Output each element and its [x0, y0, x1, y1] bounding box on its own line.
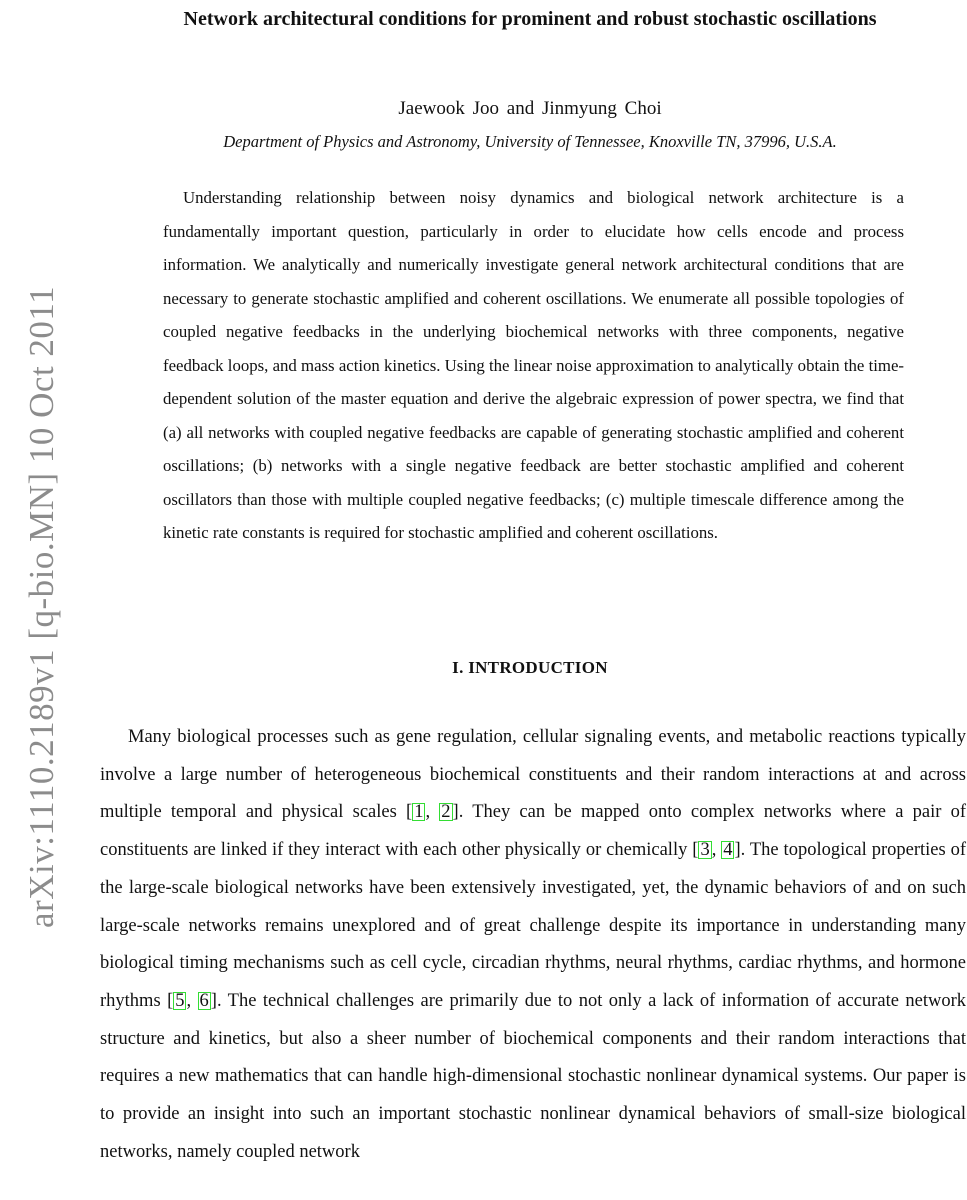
arxiv-identifier-stamp: arXiv:1110.2189v1 [q-bio.MN] 10 Oct 2011	[22, 285, 61, 928]
paper-title: Network architectural conditions for prominent and robust stochastic oscillations	[183, 8, 877, 30]
author-list: Jaewook Joo and Jinmyung Choi	[398, 98, 662, 119]
abstract: Understanding relationship between noisy dynamics and biological network architecture is a fundamentally important question, particularly in order to elucidate how cells encode and process information. We analytically and numerically investigate general network architectural conditions that are necessary to generate stochastic amplified and coherent oscillations. We enumerate all possible topologies of coupled negative feedbacks in the underlying biochemical networks with three components, negative feedback loops, and mass action kinetics. Using the linear noise approximation to analytically obtain the time-dependent solution of the master equation and derive the algebraic expression of power spectra, we find that (a) all networks with coupled negative feedbacks are capable of generating stochastic amplified and coherent oscillations; (b) networks with a single negative feedback are better stochastic amplified and coherent oscillators than those with multiple coupled negative feedbacks; (c) multiple timescale difference among the kinetic rate constants is required for stochastic amplified and coherent oscillations.	[163, 188, 904, 542]
section-heading-introduction: I. INTRODUCTION	[452, 658, 608, 677]
intro-text-3: . The topological properties of the large-scale biological networks have been extensively investigated, yet, the dynamic behaviors of and on such large-scale networks remains unexplored and of great challenge despite its importance in understanding many biological timing mechanisms such as cell cycle, circadian rhythms, neural rhythms, cardiac rhythms, and hormone rhythms	[100, 840, 967, 1011]
intro-text-4: . The technical challenges are primarily due to not only a lack of information of accurate network structure and kinetics, but also a sheer number of biochemical components and their random interactions that requires a new mathematics that can handle high-dimensional stochastic nonlinear dynamical systems. Our paper is to provide an insight into such an important stochastic nonlinear dynamical behaviors of small-size biological networks, namely coupled network	[100, 990, 966, 1162]
citation-link-3[interactable]: 3	[700, 840, 710, 861]
citation-link-4[interactable]: 4	[723, 840, 733, 861]
introduction-paragraph: Many biological processes such as gene regulation, cellular signaling events, and metabolic reactions typically involve a large number of heterogeneous biochemical constituents and their random interactions at and across multiple temporal and physical scales [ 1 , 2 ]. They can be mapped onto complex networks where a pair of constituents are linked if they interact with each other physically or chemically [ 3 , 4 ]. The topological properties of the large-scale biological networks have been extensively investigated, yet, the dynamic behaviors of and on such large-scale networks remains unexplored and of great challenge despite its importance in understanding many biological timing mechanisms such as cell cycle, circadian rhythms, neural rhythms, cardiac rhythms, and hormone rhythms [ 5 , 6 ]. The technical challenges are primarily due to not only a lack of information of accurate network structure and kinetics, but also a sheer number of biochemical components and their random interactions that requires a new mathematics that can handle high-dimensional stochastic nonlinear dynamical systems. Our paper is to provide an insight into such an important stochastic nonlinear dynamical behaviors of small-size biological networks, namely coupled network	[100, 727, 967, 1162]
citation-link-2[interactable]: 2	[441, 802, 451, 823]
intro-text-1: Many biological processes such as gene regulation, cellular signaling events, and metabolic reactions typically involve a large number of heterogeneous biochemical constituents and their random interactions at and across multiple temporal and physical scales	[100, 727, 966, 823]
intro-text-2: . They can be mapped onto complex networks where a pair of constituents are linked if they interact with each other physically or chemically	[100, 802, 967, 861]
citation-link-6[interactable]: 6	[199, 990, 209, 1011]
citation-link-5[interactable]: 5	[175, 990, 185, 1011]
author-affiliation: Department of Physics and Astronomy, University of Tennessee, Knoxville TN, 37996, U.S.A.	[223, 132, 837, 151]
citation-link-1[interactable]: 1	[414, 802, 424, 823]
